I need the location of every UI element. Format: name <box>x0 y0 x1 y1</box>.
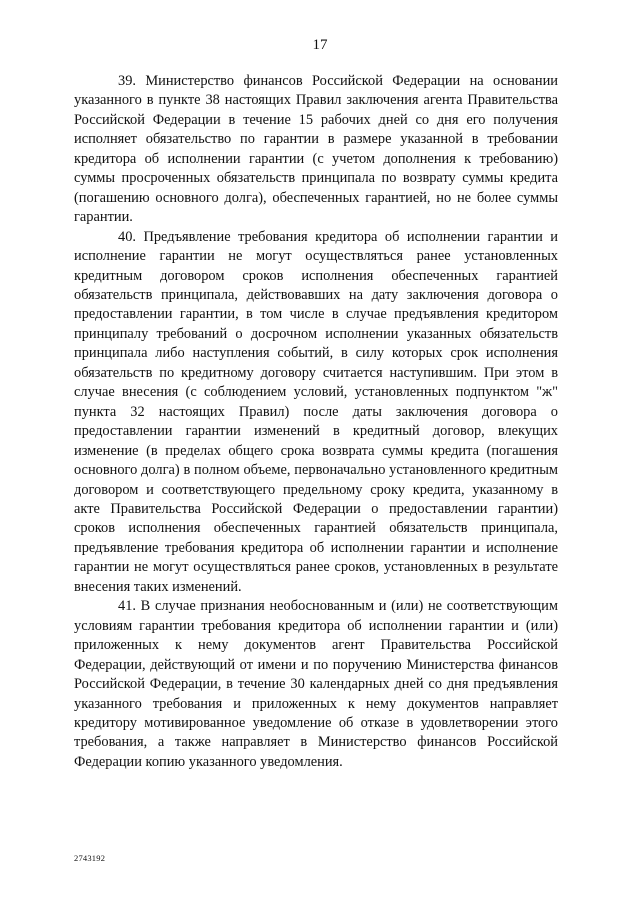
paragraph-39: 39. Министерство финансов Российской Федерации на основании указанного в пункте 38 настоящих Правил заключения агента Правительства Российской Федерации в течение 15 рабочих дней со дня его получения исполняет обязательство по гарантии в размере указанной в требовании кредитора об исполнении гарантии (с учетом дополнения к требованию) суммы просроченных обязательств принципала по возврату суммы кредита (погашению основного долга), обеспеченных гарантией, но не более суммы гарантии. <box>74 73 558 226</box>
document-body <box>74 72 558 772</box>
paragraph-41: 41. В случае признания необоснованным и (или) не соответствующим условиям гарантии требования кредитора об исполнении гарантии и (или) приложенных к нему документов агент Правительства Российской Федерации, действующий от имени и по поручению Министерства финансов Российской Федерации, в течение 30 календарных дней со дня предъявления указанного требования и приложенных к нему документов направляет кредитору мотивированное уведомление об отказе в удовлетворении этого требования, а также направляет в Министерство финансов Российской Федерации копию указанного уведомления. <box>74 598 558 770</box>
page-number: 17 <box>312 37 328 53</box>
document-id: 2743192 <box>74 853 106 863</box>
paragraph-40: 40. Предъявление требования кредитора об исполнении гарантии и исполнение гарантии не могут осуществляться ранее установленных кредитным договором сроков исполнения обеспеченных гарантией обязательств принципала, действовавших на дату заключения договора о предоставлении гарантии, в том числе в случае предъявления кредитором принципалу требований о досрочном исполнении указанных обязательств принципала либо наступления событий, в силу которых срок исполнения обязательств по кредитному договору считается наступившим. При этом в случае внесения (с соблюдением условий, установленных подпунктом "ж" пункта 32 настоящих Правил) после даты заключения договора о предоставлении гарантии изменений в кредитный договор, влекущих изменение (в пределах общего срока возврата суммы кредита (погашения основного долга) в полном объеме, первоначально установленного кредитным договором и соответствующего предельному сроку кредита, указанному в акте Правительства Российской Федерации о предоставлении гарантии) сроков исполнения обеспеченных гарантией обязательств принципала, предъявление требования кредитора об исполнении гарантии и исполнение гарантии не могут осуществляться ранее сроков, установленных в результате внесения таких изменений. <box>74 228 558 595</box>
